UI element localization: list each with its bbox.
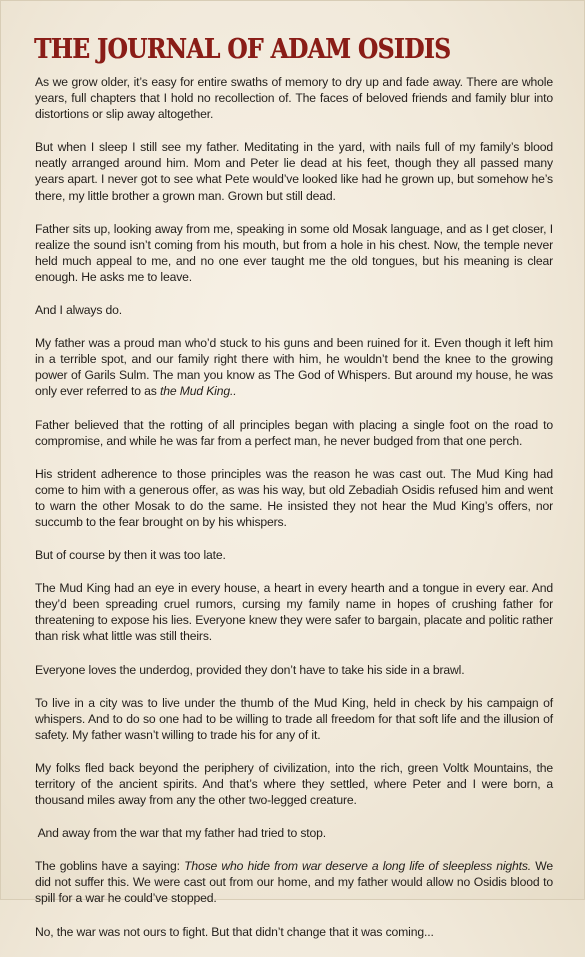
paragraph [35, 695, 553, 743]
paragraph [35, 335, 553, 399]
paragraph-text: As we grow older, it’s easy for entire swaths of memory to dry up and fade away. There are whole years, full chapters that I hold no recollection of. The faces of beloved friends and family blur into distortions or slip away altogether. [35, 75, 553, 122]
journal-body [35, 74, 553, 957]
paragraph-text: His strident adherence to those principles was the reason he was cast out. The Mud King had come to him with a generous offer, as was his way, but old Zebadiah Osidis refused him and went to warn the other Mosak to do the same. He insisted they not hear the Mud King’s offers, nor succumb to the fear brought on by his whispers. [35, 466, 553, 529]
paragraph [35, 858, 553, 906]
paragraph-text: No, the war was not ours to fight. But that didn’t change that it was coming... [35, 924, 434, 939]
paragraph-italic: Those who hide from war deserve a long life of sleepless nights. [184, 859, 532, 874]
paragraph-text: But of course by then it was too late. [35, 548, 226, 563]
paragraph [35, 825, 553, 841]
paragraph [35, 580, 553, 644]
paragraph [35, 547, 553, 563]
paragraph [35, 221, 553, 285]
paragraph [35, 302, 553, 318]
paragraph-text: And away from the war that my father had tried to stop. [35, 826, 327, 841]
paragraph-text: My father was a proud man who’d stuck to his guns and been ruined for it. Even though it left him in a terrible spot, and our family right there with him, he wouldn’t bend the knee to the growing power of Garils Sulm. The man you know as The God of Whispers. But around my house, he was only ever referred to as [35, 336, 553, 399]
paragraph [35, 139, 553, 203]
page-title: THE JOURNAL OF ADAM OSIDIS [34, 34, 451, 65]
paragraph-text: Father sits up, looking away from me, speaking in some old Mosak language, and as I get closer, I realize the sound isn’t coming from his mouth, but from a hole in his chest. Now, the temple never held much appeal to me, and no one ever taught me the old tongues, but his meaning is clear enough. He asks me to leave. [35, 221, 553, 284]
paragraph-text: And I always do. [35, 303, 123, 318]
paragraph-text: My folks fled back beyond the periphery of civilization, into the rich, green Voltk Mountains, the territory of the ancient spirits. And that’s where they settled, where Peter and I were born, a thousand miles away from any the other two-legged creature. [35, 760, 553, 808]
paragraph-text: Father believed that the rotting of all principles began with placing a single foot on the road to compromise, and while he was far from a perfect man, he never budged from that one perch. [35, 417, 553, 448]
paragraph-text: To live in a city was to live under the thumb of the Mud King, held in check by his campaign of whispers. And to do so one had to be willing to trade all freedom for that soft life and the illusion of safety. My father wasn’t willing to trade his for any of it. [35, 695, 553, 742]
paragraph [35, 74, 553, 122]
paragraph [35, 466, 553, 530]
paragraph-text: The goblins have a saying: [35, 859, 185, 874]
paragraph [35, 662, 553, 678]
paragraph-text: But when I sleep I still see my father. Meditating in the yard, with nails full of my family’s blood neatly arranged around him. Mom and Peter lie dead at his feet, though they all passed many years apart. I never got to see what Pete would’ve looked like had he grown up, but somehow he’s there, my little brother a grown man. Grown but still dead. [35, 140, 553, 203]
paragraph-text-after: We did not suffer this. We were cast out from our home, and my father would allow no Osidis blood to spill for a war he could’ve stopped. [35, 859, 554, 906]
paragraph-italic: the Mud King.. [159, 384, 237, 399]
paragraph [35, 417, 553, 449]
paragraph-text: Everyone loves the underdog, provided they don’t have to take his side in a brawl. [35, 662, 465, 677]
paragraph [35, 924, 553, 940]
paragraph [35, 760, 553, 808]
paragraph-text: The Mud King had an eye in every house, a heart in every hearth and a tongue in every ear. And they’d been spreading cruel rumors, cursing my family name in hopes of crushing father for threatening to expose his lies. Everyone knew they were safer to bargain, placate and politic rather than risk what little was still theirs. [35, 581, 553, 644]
